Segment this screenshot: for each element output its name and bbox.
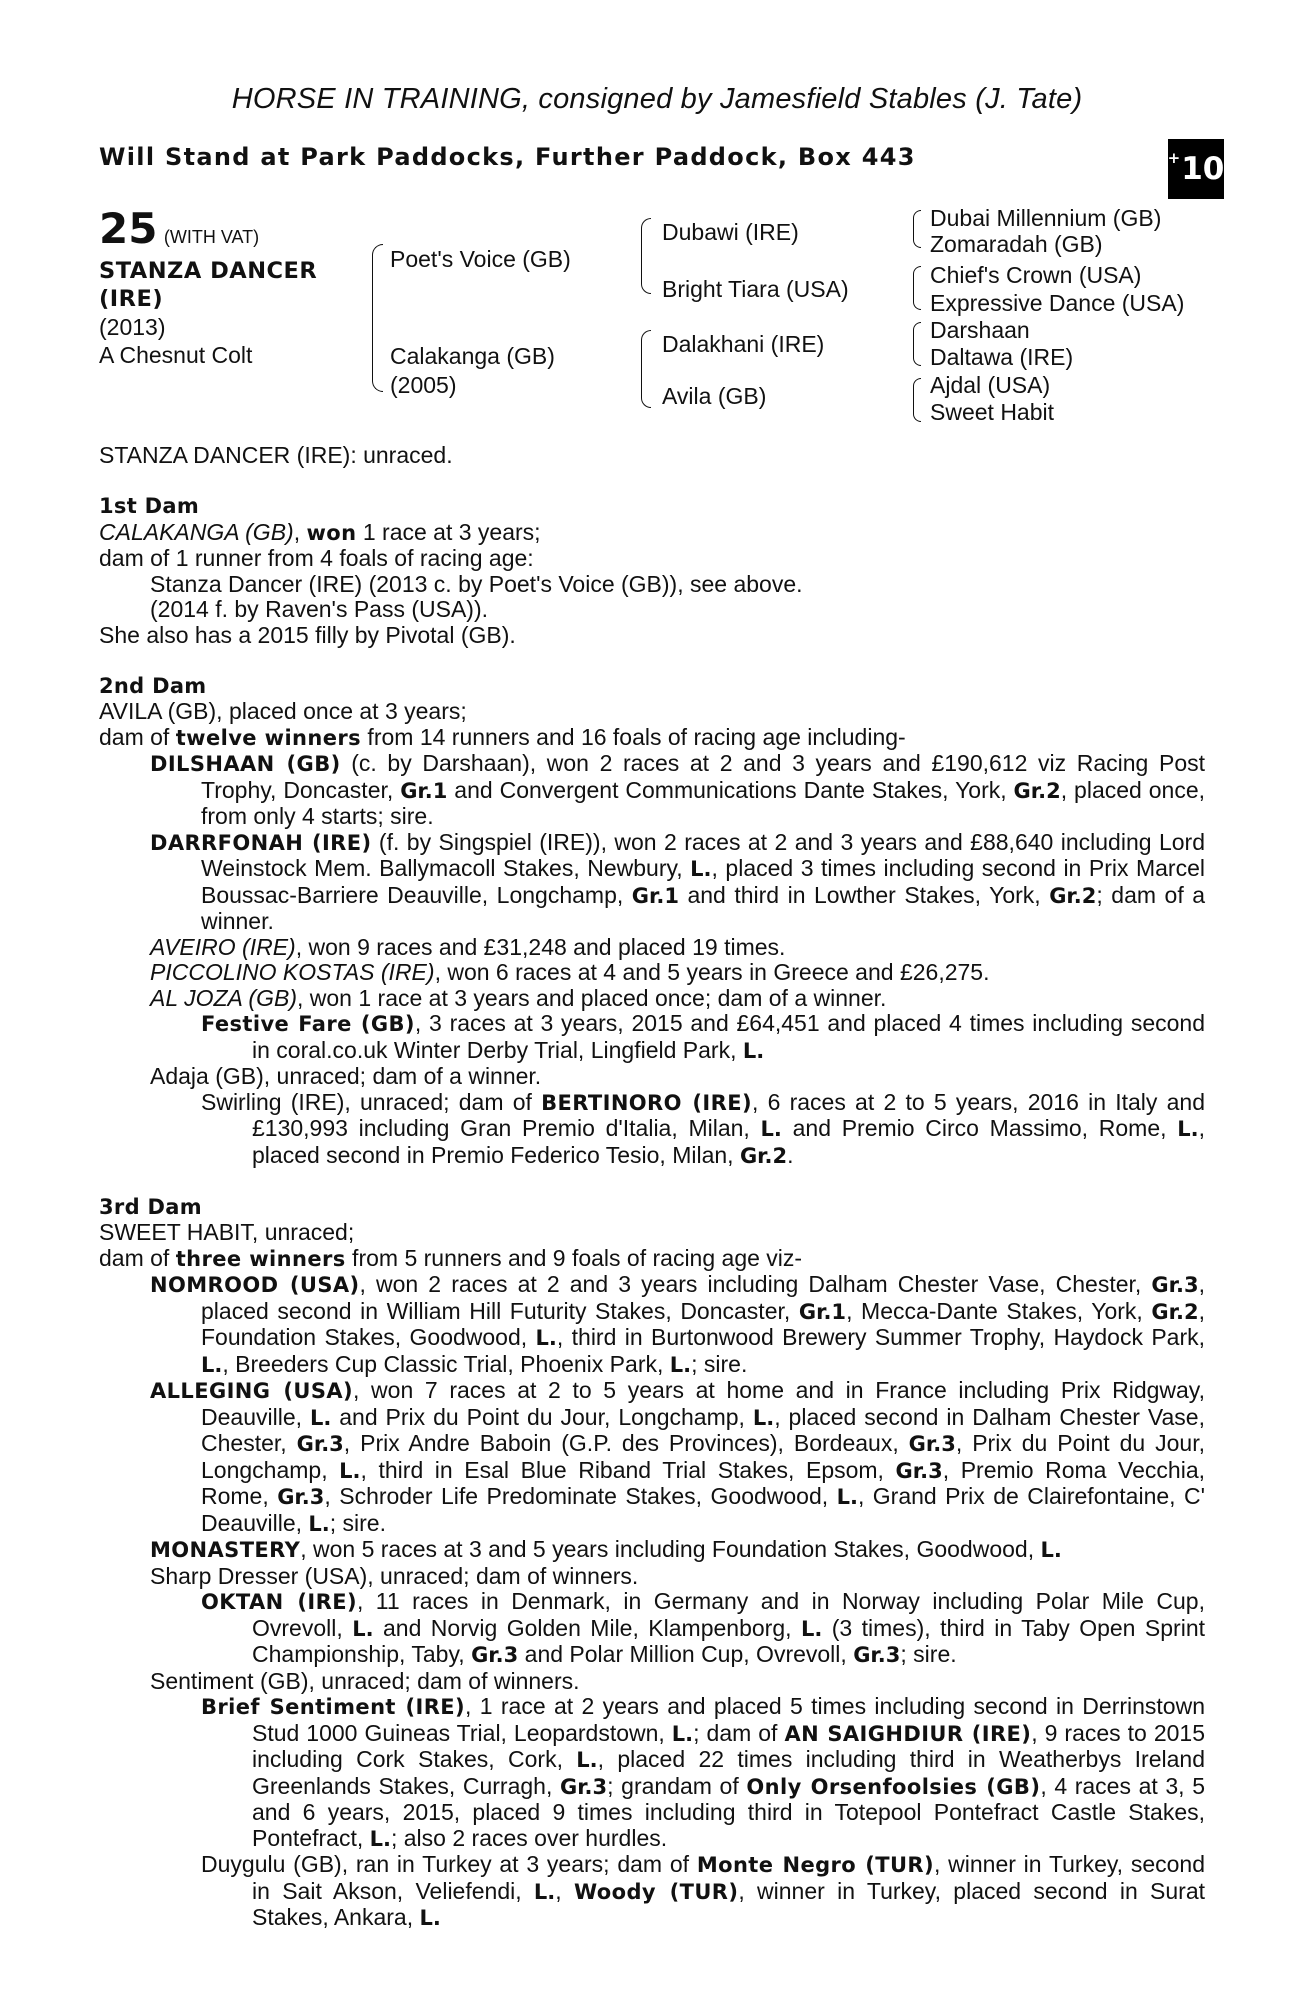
grade: L. [369, 1826, 391, 1851]
grade: Gr.3 [296, 1432, 344, 1456]
pedigree-sire-sire: Dubawi (IRE) [662, 219, 799, 245]
third-dam-record: SWEET HABIT, unraced; [99, 1219, 355, 1245]
grade: Gr.2 [1013, 778, 1061, 803]
produce-record [99, 443, 1205, 1932]
grade: Gr.3 [559, 1774, 608, 1799]
text: , placed second in Premio Federico Tesio, Milan, [252, 1115, 1205, 1168]
entry-festive-fare [99, 1011, 1205, 1064]
horse-only-orsenfoolsies: Only Orsenfoolsies (GB) [746, 1774, 1041, 1799]
grade: Gr.3 [277, 1485, 325, 1509]
horse-oktan: OKTAN (IRE) [201, 1590, 357, 1614]
text: , placed 3 times including second in Prix Marcel Boussac-Barriere Deauville, Longchamp, [201, 855, 1205, 908]
horse-monastery: MONASTERY [150, 1538, 301, 1562]
text: , Premio Roma Vecchia, Rome, [201, 1456, 1205, 1509]
text: , 11 races in Denmark, in Germany and in Norway including Polar Mile Cup, Ovrevoll, [252, 1588, 1205, 1641]
grade: Gr.1 [400, 778, 448, 803]
first-dam-record-rest: 1 race at 3 years; [356, 518, 541, 545]
grade: Gr.2 [739, 1143, 788, 1168]
text: ; dam of [693, 1719, 785, 1746]
text: Swirling (IRE), unraced; dam of [201, 1088, 542, 1115]
horse-brief-sentiment: Brief Sentiment (IRE) [201, 1695, 466, 1719]
text: ; also 2 races over hurdles. [390, 1824, 668, 1851]
text: ; grandam of [607, 1772, 747, 1799]
pedigree-brace-dd [913, 378, 921, 422]
pedigree-dam-dam: Avila (GB) [662, 383, 767, 409]
grade: L. [533, 1879, 556, 1904]
text: , won 5 races at 3 and 5 years including Foundation Stakes, Goodwood, [300, 1536, 1041, 1562]
first-dam-foal-1: Stanza Dancer (IRE) (2013 c. by Poet's Voice (GB)), see above. [150, 570, 803, 597]
pedigree-dd-dam: Sweet Habit [930, 399, 1055, 425]
horse-woody: Woody (TUR) [573, 1879, 739, 1904]
horse-piccolino: PICCOLINO KOSTAS (IRE) [150, 959, 435, 985]
second-dam-heading: 2nd Dam [99, 673, 207, 698]
text: , Grand Prix de Clairefontaine, C' Deauville, [201, 1483, 1205, 1536]
vat-label: (WITH VAT) [163, 227, 260, 247]
horse-monte-negro: Monte Negro (TUR) [696, 1853, 934, 1877]
pedigree-brace-ds [913, 322, 921, 366]
text: , won 2 races at 2 and 3 years including Dalham Chester Vase, Chester, [359, 1271, 1152, 1297]
text: , winner in Turkey, second in Sait Akson, Veliefendi, [252, 1851, 1206, 1904]
grade: Gr.1 [631, 883, 679, 908]
text: ; sire. [691, 1350, 748, 1377]
grade: L. [535, 1326, 557, 1350]
entry-swirling [99, 1090, 1205, 1170]
lot-info [99, 205, 349, 369]
text: , placed second in William Hill Futurity Stakes, Doncaster, [201, 1271, 1205, 1324]
text: , third in Esal Blue Riband Trial Stakes, Epsom, [360, 1456, 896, 1483]
text: , Breeders Cup Classic Trial, Phoenix Park, [222, 1350, 670, 1377]
first-dam-foal-2: (2014 f. by Raven's Pass (USA)). [150, 596, 489, 622]
pedigree-ss-dam: Zomaradah (GB) [930, 231, 1103, 257]
grade: L. [671, 1721, 694, 1746]
text: , placed once, from only 4 starts; sire. [201, 776, 1205, 829]
entry-darrfonah [99, 830, 1205, 935]
pedigree-sd-dam: Expressive Dance (USA) [930, 290, 1185, 316]
entry-aveiro [99, 935, 1205, 961]
pedigree-brace-dam [641, 330, 651, 408]
pedigree-dam-sire: Dalakhani (IRE) [662, 331, 825, 357]
text: ; sire. [900, 1641, 957, 1667]
text: , 4 races at 3, 5 and 6 years, 2015, placed 9 times including third in Totepool Pontefract Castle Stakes, Pontefract, [252, 1772, 1205, 1851]
text: , third in Burtonwood Brewery Summer Trophy, Haydock Park, [556, 1324, 1205, 1350]
grade: Gr.3 [895, 1458, 943, 1483]
grade: L. [800, 1616, 823, 1641]
grade: L. [752, 1405, 775, 1430]
grade: L. [690, 857, 712, 881]
text: , 9 races to 2015 including Cork Stakes, Cork, [252, 1719, 1205, 1772]
grade: Gr.3 [908, 1432, 956, 1456]
grade: L. [352, 1616, 374, 1641]
horse-darrfonah: DARRFONAH (IRE) [150, 830, 372, 855]
entry-sharp-dresser: Sharp Dresser (USA), unraced; dam of winners. [150, 1562, 639, 1589]
pedigree-sd-sire: Chief's Crown (USA) [930, 262, 1142, 288]
horse-name [99, 257, 349, 313]
second-dam-produce [99, 725, 1205, 752]
entry-oktan [99, 1589, 1205, 1669]
horse-dilshaan: DILSHAAN (GB) [150, 752, 341, 776]
pedigree-brace-ss [913, 210, 921, 248]
grade: Gr.3 [471, 1643, 519, 1667]
grade: Gr.2 [1151, 1299, 1199, 1324]
first-dam-won: won [306, 520, 357, 545]
text: and Prix du Point du Jour, Longchamp, [331, 1403, 753, 1430]
text: Duygulu (GB), ran in Turkey at 3 years; dam of [201, 1851, 697, 1877]
produce-post: from 14 runners and 16 foals of racing age including- [361, 723, 906, 750]
horse-alleging: ALLEGING (USA) [150, 1379, 354, 1403]
text: , placed second in Dalham Chester Vase, Chester, [201, 1403, 1205, 1456]
grade: L. [201, 1352, 223, 1377]
produce-winners: three winners [175, 1246, 346, 1271]
horse-name-line1: STANZA DANCER [99, 258, 318, 284]
third-dam-produce [99, 1246, 1205, 1273]
text: , 6 races at 2 to 5 years, 2016 in Italy and £130,993 including Gran Premio d'Italia, Milan, [252, 1088, 1206, 1141]
horse-aveiro: AVEIRO (IRE) [150, 933, 296, 960]
race-record-intro: STANZA DANCER (IRE): unraced. [99, 442, 453, 468]
entry-monastery [99, 1537, 1205, 1564]
pedigree-sire-dam: Bright Tiara (USA) [662, 276, 849, 302]
grade: L. [419, 1906, 441, 1930]
text: and Premio Circo Massimo, Rome, [781, 1115, 1178, 1141]
produce-pre: dam of [99, 723, 176, 750]
first-dam-name: CALAKANGA (GB) [99, 518, 294, 545]
grade: Gr.2 [1049, 883, 1097, 908]
pedigree-brace-sire [641, 218, 651, 294]
first-dam-record: CALAKANGA (GB), won 1 race at 3 years; [99, 518, 541, 545]
grade: L. [1040, 1538, 1062, 1562]
entry-brief-sentiment [99, 1694, 1205, 1852]
text: , [555, 1877, 574, 1904]
pedigree-brace-sd [913, 266, 921, 310]
text: , Prix du Point du Jour, Longchamp, [201, 1430, 1206, 1483]
horse-an-saighdiur: AN SAIGHDIUR (IRE) [784, 1721, 1032, 1746]
text: , Prix Andre Baboin (G.P. des Provinces), Bordeaux, [343, 1430, 909, 1456]
text: (f. by Singspiel (IRE)), won 2 races at 2 and 3 years and £88,640 including Lord Weinstock Mem. Ballymacoll Stakes, Newbury, [201, 828, 1205, 881]
grade: L. [836, 1485, 858, 1509]
pedigree-sire: Poet's Voice (GB) [390, 246, 571, 272]
first-dam-produce: dam of 1 runner from 4 foals of racing age: [99, 545, 534, 571]
pedigree-ss-sire: Dubai Millennium (GB) [930, 205, 1162, 231]
third-dam-heading: 3rd Dam [99, 1194, 202, 1219]
pedigree-dd-sire: Ajdal (USA) [930, 372, 1051, 398]
pedigree-ds-dam: Daltawa (IRE) [930, 344, 1074, 370]
entry-piccolino [99, 960, 1205, 986]
text: and Norvig Golden Mile, Klampenborg, [373, 1614, 801, 1641]
stand-location: Will Stand at Park Paddocks, Further Paddock, Box 443 [99, 143, 916, 171]
text: . [787, 1141, 794, 1168]
pedigree-dam: Calakanga (GB) [390, 343, 555, 369]
entry-sentiment: Sentiment (GB), unraced; dam of winners. [150, 1667, 580, 1694]
entry-nomrood [99, 1272, 1205, 1378]
entry-duygulu [99, 1852, 1205, 1932]
text: , winner in Turkey, placed second in Surat Stakes, Ankara, [252, 1877, 1206, 1930]
horse-festive-fare: Festive Fare (GB) [201, 1012, 415, 1036]
grade: L. [1177, 1117, 1199, 1141]
text: ; dam of a winner. [201, 881, 1205, 934]
grade: L. [339, 1458, 361, 1483]
grade: Gr.1 [798, 1299, 847, 1324]
text: ; sire. [329, 1509, 386, 1536]
produce-winners: twelve winners [175, 725, 362, 750]
grade: L. [308, 1511, 330, 1536]
lot-badge [1168, 139, 1224, 199]
pedigree-brace-main [372, 244, 383, 392]
pedigree-ds-sire: Darshaan [930, 317, 1030, 343]
consignor-title: HORSE IN TRAINING, consigned by Jamesfield Stables (J. Tate) [231, 83, 1083, 115]
text: , placed 22 times including third in Weatherbys Ireland Greenlands Stakes, Curragh, [252, 1746, 1205, 1799]
foaling-year: (2013) [99, 314, 166, 340]
text: (c. by Darshaan), won 2 races at 2 and 3 years and £190,612 viz Racing Post Trophy, Doncaster, [201, 750, 1206, 803]
text: , won 7 races at 2 to 5 years at home and in France including Prix Ridgway, Deauville, [201, 1377, 1205, 1430]
grade: L. [309, 1405, 332, 1430]
first-dam-also: She also has a 2015 filly by Pivotal (GB). [99, 621, 516, 648]
text: , won 6 races at 4 and 5 years in Greece and £26,275. [434, 959, 990, 985]
produce-post: from 5 runners and 9 foals of racing age viz- [345, 1244, 803, 1271]
badge-plus: + [1167, 149, 1181, 167]
grade: Gr.3 [853, 1643, 901, 1667]
horse-aljoza: AL JOZA (GB) [150, 984, 297, 1011]
grade: L. [742, 1038, 765, 1063]
grade: Gr.3 [1151, 1273, 1199, 1297]
text: (3 times), third in Taby Open Sprint Championship, Taby, [252, 1614, 1205, 1667]
pedigree-dam-year: (2005) [390, 372, 457, 398]
grade: L. [576, 1748, 598, 1772]
text: , Mecca-Dante Stakes, York, [846, 1297, 1152, 1324]
badge-number: 10 [1181, 151, 1225, 187]
text: , won 9 races and £31,248 and placed 19 times. [295, 933, 786, 960]
text: and Convergent Communications Dante Stakes, York, [447, 776, 1014, 803]
horse-description: A Chesnut Colt [99, 342, 253, 368]
text: , Foundation Stakes, Goodwood, [201, 1297, 1205, 1350]
text: , Schroder Life Predominate Stakes, Goodwood, [324, 1483, 837, 1509]
entry-aljoza [99, 986, 1205, 1012]
grade: L. [760, 1117, 782, 1141]
text: and Polar Million Cup, Ovrevoll, [518, 1641, 854, 1667]
horse-nomrood: NOMROOD (USA) [150, 1273, 360, 1297]
grade: L. [669, 1352, 692, 1377]
text: , 3 races at 3 years, 2015 and £64,451 and placed 4 times including second in coral.co.uk Winter Derby Trial, Lingfield Park, [252, 1010, 1205, 1063]
text: , 1 race at 2 years and placed 5 times including second in Derrinstown Stud 1000 Guineas Trial, Leopardstown, [252, 1693, 1205, 1746]
text: , won 1 race at 3 years and placed once; dam of a winner. [296, 984, 887, 1011]
lot-number: 25 [99, 204, 158, 253]
entry-alleging [99, 1378, 1205, 1537]
produce-pre: dam of [99, 1244, 176, 1271]
first-dam-heading: 1st Dam [99, 494, 200, 518]
entry-dilshaan [99, 751, 1205, 830]
second-dam-record: AVILA (GB), placed once at 3 years; [99, 698, 467, 724]
entry-adaja: Adaja (GB), unraced; dam of a winner. [150, 1063, 542, 1089]
horse-bertinoro: BERTINORO (IRE) [541, 1090, 752, 1115]
text: and third in Lowther Stakes, York, [678, 881, 1050, 908]
horse-name-line2: (IRE) [99, 286, 164, 312]
